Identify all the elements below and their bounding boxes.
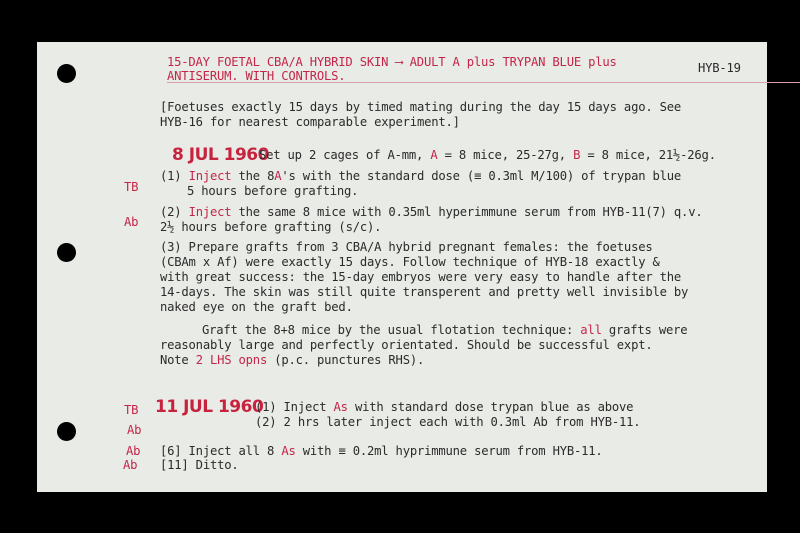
punch-hole-top xyxy=(57,64,76,83)
group-b-label: B xyxy=(573,148,581,162)
date-stamp-2: 11 JUL 1960 xyxy=(155,397,264,417)
margin-tb-2: TB xyxy=(124,403,139,417)
group-a-label: A xyxy=(430,148,438,162)
step2-num: (2) xyxy=(160,205,182,219)
date-stamp-1: 8 JUL 1960 xyxy=(172,145,269,165)
group-b-text: = 8 mice, 21½-26g. xyxy=(587,148,716,162)
punch-hole-bottom xyxy=(57,422,76,441)
step2-verb: Inject xyxy=(188,205,232,219)
margin-tb-1: TB xyxy=(124,180,139,194)
intro-line2: HYB-16 for nearest comparable experiment.] xyxy=(160,115,460,129)
step3-line1: (3) Prepare grafts from 3 CBA/A hybrid pregnant females: the foetuses xyxy=(160,240,653,254)
graft-post: grafts were xyxy=(608,323,688,337)
entry3-line2: [11] Ditto. xyxy=(160,458,239,472)
step3-line2: (CBAm x Af) were exactly 15 days. Follow technique of HYB-18 exactly & xyxy=(160,255,660,269)
step3-line3: with great success: the 15-day embryos were very easy to handle after the xyxy=(160,270,682,284)
entry3-post: with ≡ 0.2ml hyprimmune serum from HYB-11. xyxy=(302,444,603,458)
step1-rest: the 8 xyxy=(238,169,275,183)
margin-ab-1: Ab xyxy=(124,215,139,229)
step3-line5: naked eye on the graft bed. xyxy=(160,300,353,314)
step1-tail: 's with the standard dose (≡ 0.3ml M/100) of trypan blue xyxy=(281,169,682,183)
note-line xyxy=(160,353,424,368)
graft-pre: Graft the 8+8 mice by the usual flotation technique: xyxy=(202,323,574,337)
step1-verb: Inject xyxy=(188,169,232,183)
graft-all: all xyxy=(580,323,602,337)
step2-line1 xyxy=(160,205,702,220)
entry2-post: with standard dose trypan blue as above xyxy=(354,400,634,414)
entry2-as: As xyxy=(333,400,348,414)
step2-line2: 2½ hours before grafting (s/c). xyxy=(160,220,382,234)
index-card xyxy=(37,42,767,492)
group-a-text: = 8 mice, 25-27g, xyxy=(444,148,566,162)
entry2-line2: (2) 2 hrs later inject each with 0.3ml Ab from HYB-11. xyxy=(255,415,641,429)
setup-text: Set up 2 cages of A-mm, xyxy=(259,148,424,162)
note-post: (p.c. punctures RHS). xyxy=(274,353,425,367)
step1-a: A xyxy=(274,169,282,183)
entry2-pre: (1) Inject xyxy=(255,400,327,414)
entry2-line1 xyxy=(255,400,633,415)
card-title-line1: 15-DAY FOETAL CBA/A HYBRID SKIN ⟶ ADULT A plus TRYPAN BLUE plus xyxy=(167,55,617,69)
note-pre: Note xyxy=(160,353,189,367)
entry3-as: As xyxy=(281,444,296,458)
entry3-pre: [6] Inject all 8 xyxy=(160,444,275,458)
step2-rest: the same 8 mice with 0.35ml hyperimmune serum from HYB-11(7) q.v. xyxy=(238,205,703,219)
step3-line4: 14-days. The skin was still quite transperent and pretty well invisible by xyxy=(160,285,689,299)
margin-ab-4: Ab xyxy=(123,458,138,472)
graft-line1 xyxy=(202,323,687,338)
entry3-line1 xyxy=(160,444,603,459)
punch-hole-middle xyxy=(57,243,76,262)
card-code: HYB-19 xyxy=(698,61,741,75)
step1-line1 xyxy=(160,169,681,184)
graft-line2: reasonably large and perfectly orientated. Should be successful expt. xyxy=(160,338,653,352)
note-red: 2 LHS opns xyxy=(195,353,268,367)
setup-line xyxy=(259,148,716,163)
card-title-line2: ANTISERUM. WITH CONTROLS. xyxy=(167,69,346,83)
step1-line2: 5 hours before grafting. xyxy=(187,184,359,198)
margin-ab-3: Ab xyxy=(126,444,141,458)
margin-ab-2: Ab xyxy=(127,423,142,437)
intro-line1: [Foetuses exactly 15 days by timed mating during the day 15 days ago. See xyxy=(160,100,682,114)
step1-num: (1) xyxy=(160,169,182,183)
